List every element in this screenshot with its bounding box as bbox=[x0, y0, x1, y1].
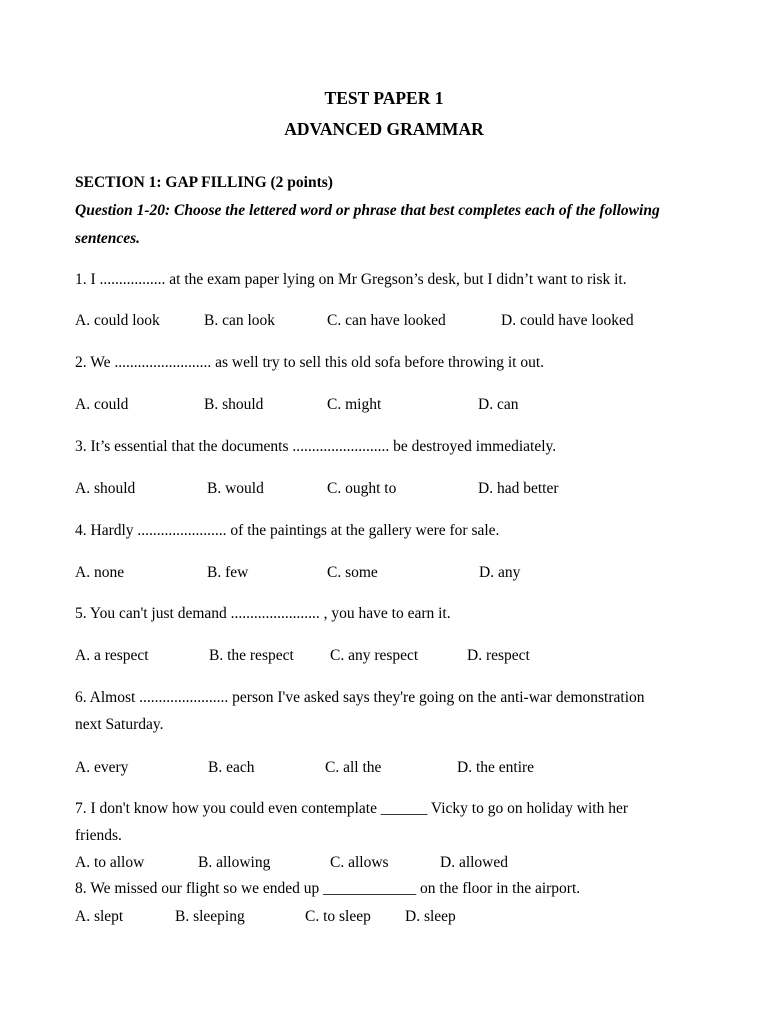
question-7-option-a: A. to allow bbox=[75, 854, 145, 871]
question-1-text: 1. I ................. at the exam paper lying on Mr Gregson’s desk, but I didn’t want to risk it. bbox=[75, 271, 627, 288]
question-2-option-d: D. can bbox=[478, 396, 519, 413]
question-3-option-a: A. should bbox=[75, 480, 136, 497]
question-5-option-b: B. the respect bbox=[209, 647, 294, 664]
question-3-text: 3. It’s essential that the documents ......................... be destroyed immediately. bbox=[75, 438, 557, 455]
question-7-option-b: B. allowing bbox=[198, 854, 271, 871]
question-1-option-d: D. could have looked bbox=[501, 312, 634, 329]
question-5-option-c: C. any respect bbox=[330, 647, 419, 664]
question-2-option-b: B. should bbox=[204, 396, 264, 413]
question-2-text: 2. We ......................... as well try to sell this old sofa before throwing it out. bbox=[75, 354, 545, 371]
question-7-option-d: D. allowed bbox=[440, 854, 509, 871]
question-2-option-a: A. could bbox=[75, 396, 129, 413]
question-6-option-c: C. all the bbox=[325, 759, 382, 776]
question-6-option-b: B. each bbox=[208, 759, 255, 776]
question-4-option-d: D. any bbox=[479, 564, 521, 581]
question-4-option-c: C. some bbox=[327, 564, 378, 581]
question-8-text: 8. We missed our flight so we ended up ____________ on the floor in the airport. bbox=[75, 880, 581, 897]
question-8-option-b: B. sleeping bbox=[175, 908, 245, 925]
question-3-option-c: C. ought to bbox=[327, 480, 397, 497]
question-4-option-b: B. few bbox=[207, 564, 249, 581]
page-title: TEST PAPER 1 bbox=[324, 88, 444, 108]
question-8-option-d: D. sleep bbox=[405, 908, 456, 925]
question-3-option-b: B. would bbox=[207, 480, 264, 497]
question-3-option-d: D. had better bbox=[478, 480, 559, 497]
question-4-text: 4. Hardly ....................... of the paintings at the gallery were for sale. bbox=[75, 522, 500, 539]
page-subtitle: ADVANCED GRAMMAR bbox=[284, 119, 484, 139]
question-2-option-c: C. might bbox=[327, 396, 382, 413]
question-6-option-d: D. the entire bbox=[457, 759, 535, 776]
question-1-option-b: B. can look bbox=[204, 312, 276, 329]
question-5-option-a: A. a respect bbox=[75, 647, 149, 664]
section-instruction-line2: sentences. bbox=[75, 230, 141, 247]
question-6-text-line2: next Saturday. bbox=[75, 716, 164, 733]
question-6-text-line1: 6. Almost ....................... person I've asked says they're going on the anti-war demonstration bbox=[75, 689, 645, 706]
question-6-option-a: A. every bbox=[75, 759, 129, 776]
question-1-option-c: C. can have looked bbox=[327, 312, 446, 329]
question-7-option-c: C. allows bbox=[330, 854, 389, 871]
section-instruction-line1: Question 1-20: Choose the lettered word or phrase that best completes each of the following bbox=[75, 202, 660, 219]
question-8-option-c: C. to sleep bbox=[305, 908, 371, 925]
question-5-text: 5. You can't just demand ....................... , you have to earn it. bbox=[75, 605, 451, 622]
question-5-option-d: D. respect bbox=[467, 647, 530, 664]
question-7-text-line2: friends. bbox=[75, 827, 122, 844]
section-title: SECTION 1: GAP FILLING (2 points) bbox=[75, 174, 333, 191]
question-1-option-a: A. could look bbox=[75, 312, 160, 329]
question-8-option-a: A. slept bbox=[75, 908, 124, 925]
question-4-option-a: A. none bbox=[75, 564, 125, 581]
question-7-text-line1: 7. I don't know how you could even contemplate ______ Vicky to go on holiday with her bbox=[75, 800, 629, 817]
